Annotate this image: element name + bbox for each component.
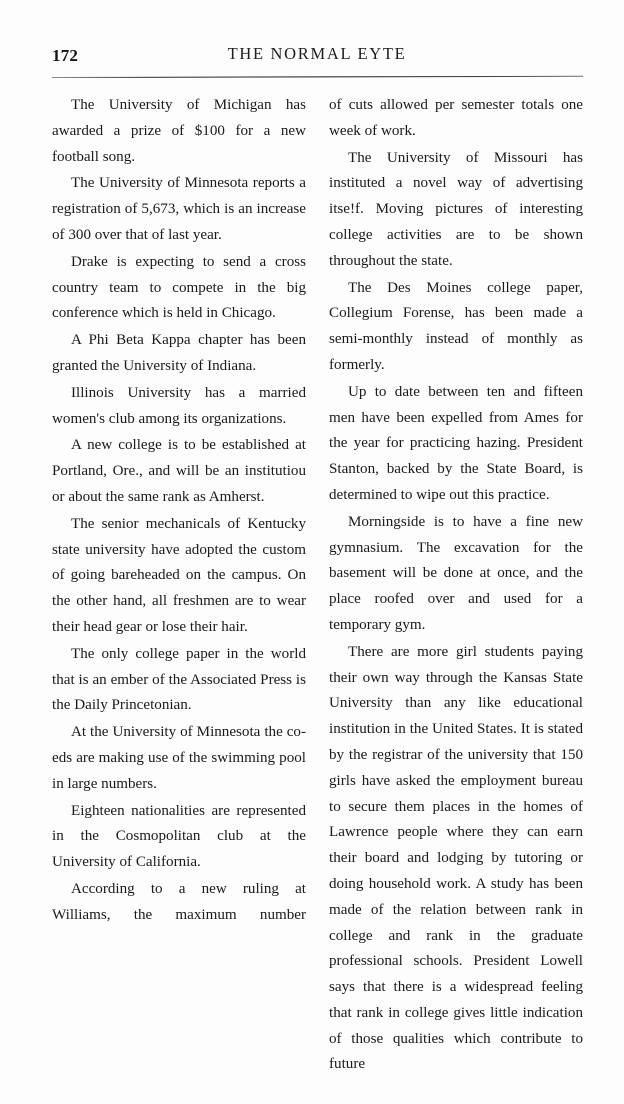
paragraph: Morningside is to have a fine new gymnasium. The excavation for the basement will be done at once, and the place roofed over and used for a temporary gym. — [329, 513, 583, 633]
two-column-body — [52, 93, 583, 1073]
paragraph: Up to date between ten and fifteen men have been expelled from Ames for the year for practicing hazing. President Stanton, backed by the State Board, is determined to wipe out this practice. — [329, 383, 583, 503]
paragraph: The University of Minnesota reports a registration of 5,673, which is an increase of 300 over that of last year. — [52, 175, 306, 243]
paragraph: There are more girl students paying their own way through the Kansas State University than any like educational institution in the United States. It is stated by the registrar of the university that 150 girls have asked the employment bureau to secure them places in the homes of Lawrence people where they can earn their board and lodging by tutoring or doing household work. A study has been made of the relation between rank in college and rank in the graduate professional schools. President Lowell says that there is a widespread feeling that rank in college gives little indication of those qualities which contribute to future — [329, 643, 583, 1073]
paragraph: A new college is to be established at Portland, Ore., and will be an institutiou or about the same rank as Amherst. — [52, 437, 306, 505]
page-number: 172 — [52, 46, 79, 65]
paragraph: Illinois University has a married women's club among its organizations. — [52, 384, 306, 427]
paragraph: The only college paper in the world that is an ember of the Associated Press is the Daily Princetonian. — [52, 645, 306, 714]
running-head — [52, 44, 582, 70]
publication-title: THE NORMAL EYTE — [227, 44, 407, 63]
text-column-right — [329, 93, 583, 1073]
paragraph: A Phi Beta Kappa chapter has been granted the University of Indiana. — [52, 332, 306, 374]
paragraph: of cuts allowed per semester totals one week of work. — [329, 97, 583, 139]
paragraph: The Des Moines college paper, Collegium Forense, has been made a semi-monthly instead of monthly as formerly. — [329, 279, 583, 373]
paragraph: The University of Missouri has instituted a novel way of advertising itse!f. Moving pictures of interesting college activities are to be shown throughout the state. — [329, 149, 583, 269]
paragraph: Drake is expecting to send a cross country team to compete in the big conference which is held in Chicago. — [52, 253, 306, 322]
header-rule — [52, 76, 583, 78]
paragraph: The University of Michigan has awarded a prize of $100 for a new football song. — [52, 97, 306, 165]
paragraph: The senior mechanicals of Kentucky state university have adopted the custom of going bareheaded on the campus. On the other hand, all freshmen are to wear their head gear or lose their hair. — [52, 515, 306, 635]
paragraph: According to a new ruling at Williams, the maximum number — [52, 880, 306, 923]
text-column-left — [52, 93, 306, 933]
paragraph: Eighteen nationalities are represented in the Cosmopolitan club at the University of California. — [52, 802, 306, 871]
paragraph: At the University of Minnesota the co-eds are making use of the swimming pool in large numbers. — [52, 724, 306, 792]
